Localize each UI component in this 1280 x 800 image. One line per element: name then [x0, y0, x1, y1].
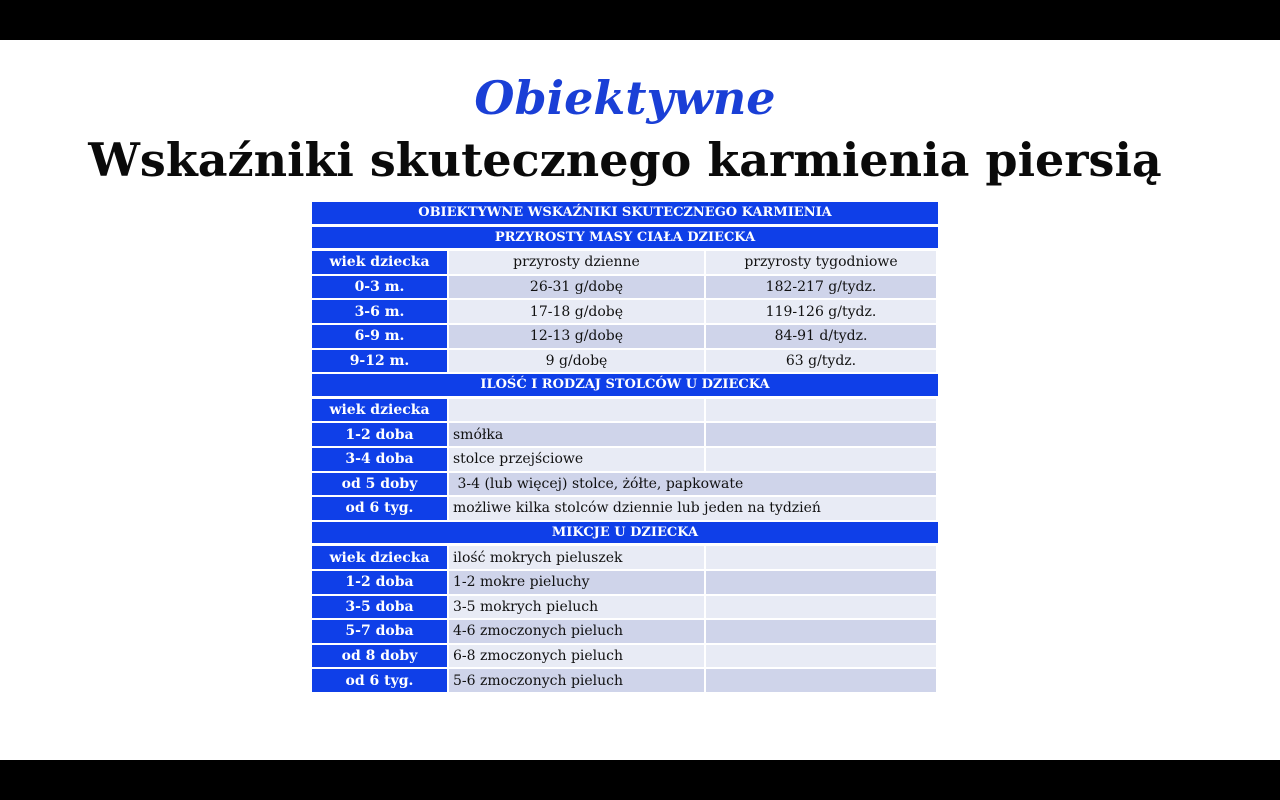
daily-gain-cell: 17-18 g/dobę — [449, 300, 706, 325]
weekly-gain-cell: 63 g/tydz. — [706, 350, 938, 375]
age-cell: 1-2 doba — [312, 571, 449, 596]
column-header-daily: przyrosty dzienne — [449, 251, 706, 276]
stool-desc-cell: smółka — [449, 423, 706, 448]
table-header-row — [312, 202, 938, 227]
table-row — [312, 276, 938, 301]
table-row — [312, 350, 938, 375]
table-row — [312, 645, 938, 670]
letterbox-top — [0, 0, 1280, 40]
daily-gain-cell: 9 g/dobę — [449, 350, 706, 375]
empty-cell — [706, 571, 938, 596]
table-row — [312, 325, 938, 350]
age-cell: 0-3 m. — [312, 276, 449, 301]
presentation-slide — [0, 40, 1280, 760]
column-header-weekly: przyrosty tygodniowe — [706, 251, 938, 276]
empty-cell — [706, 399, 938, 424]
section-row-stools — [312, 374, 938, 399]
section-title-urination: MIKCJE U DZIECKA — [312, 522, 938, 547]
weekly-gain-cell: 119-126 g/tydz. — [706, 300, 938, 325]
urination-desc-cell: 4-6 zmoczonych pieluch — [449, 620, 706, 645]
urination-desc-cell: 6-8 zmoczonych pieluch — [449, 645, 706, 670]
age-cell: 9-12 m. — [312, 350, 449, 375]
daily-gain-cell: 12-13 g/dobę — [449, 325, 706, 350]
table-row — [312, 669, 938, 694]
letterbox-bottom — [0, 760, 1280, 800]
age-cell: od 6 tyg. — [312, 669, 449, 694]
age-cell: 1-2 doba — [312, 423, 449, 448]
weekly-gain-cell: 84-91 d/tydz. — [706, 325, 938, 350]
table-header: OBIEKTYWNE WSKAŹNIKI SKUTECZNEGO KARMIENIA — [312, 202, 938, 227]
age-cell: od 8 doby — [312, 645, 449, 670]
table-row — [312, 473, 938, 498]
column-header-age: wiek dziecka — [312, 251, 449, 276]
stool-desc-cell: możliwe kilka stolców dziennie lub jeden na tydzień — [449, 497, 938, 522]
daily-gain-cell: 26-31 g/dobę — [449, 276, 706, 301]
empty-cell — [449, 399, 706, 424]
age-cell: od 5 doby — [312, 473, 449, 498]
section-row-weight — [312, 227, 938, 252]
table-row — [312, 596, 938, 621]
empty-cell — [706, 620, 938, 645]
stool-desc-cell: 3-4 (lub więcej) stolce, żółte, papkowate — [449, 473, 938, 498]
slide-subtitle: Obiektywne — [474, 71, 776, 125]
age-cell: 6-9 m. — [312, 325, 449, 350]
column-header-wet-diapers: ilość mokrych pieluszek — [449, 546, 706, 571]
empty-cell — [706, 423, 938, 448]
table-row — [312, 251, 938, 276]
weekly-gain-cell: 182-217 g/tydz. — [706, 276, 938, 301]
urination-desc-cell: 5-6 zmoczonych pieluch — [449, 669, 706, 694]
column-header-age: wiek dziecka — [312, 399, 449, 424]
table-row — [312, 423, 938, 448]
empty-cell — [706, 645, 938, 670]
indicators-table-container — [312, 202, 938, 694]
empty-cell — [706, 596, 938, 621]
age-cell: od 6 tyg. — [312, 497, 449, 522]
table-row — [312, 546, 938, 571]
age-cell: 3-6 m. — [312, 300, 449, 325]
section-title-weight: PRZYROSTY MASY CIAŁA DZIECKA — [312, 227, 938, 252]
age-cell: 5-7 doba — [312, 620, 449, 645]
empty-cell — [706, 546, 938, 571]
table-row — [312, 399, 938, 424]
age-cell: 3-4 doba — [312, 448, 449, 473]
table-row — [312, 571, 938, 596]
age-cell: 3-5 doba — [312, 596, 449, 621]
section-title-stools: ILOŚĆ I RODZAJ STOLCÓW U DZIECKA — [312, 374, 938, 399]
table-row — [312, 620, 938, 645]
stool-desc-cell: stolce przejściowe — [449, 448, 706, 473]
table-row — [312, 497, 938, 522]
urination-desc-cell: 3-5 mokrych pieluch — [449, 596, 706, 621]
empty-cell — [706, 669, 938, 694]
empty-cell — [706, 448, 938, 473]
table-row — [312, 448, 938, 473]
section-row-urination — [312, 522, 938, 547]
urination-desc-cell: 1-2 mokre pieluchy — [449, 571, 706, 596]
indicators-table — [312, 202, 938, 694]
slide-title: Wskaźniki skutecznego karmienia piersią — [88, 133, 1162, 187]
column-header-age: wiek dziecka — [312, 546, 449, 571]
table-row — [312, 300, 938, 325]
